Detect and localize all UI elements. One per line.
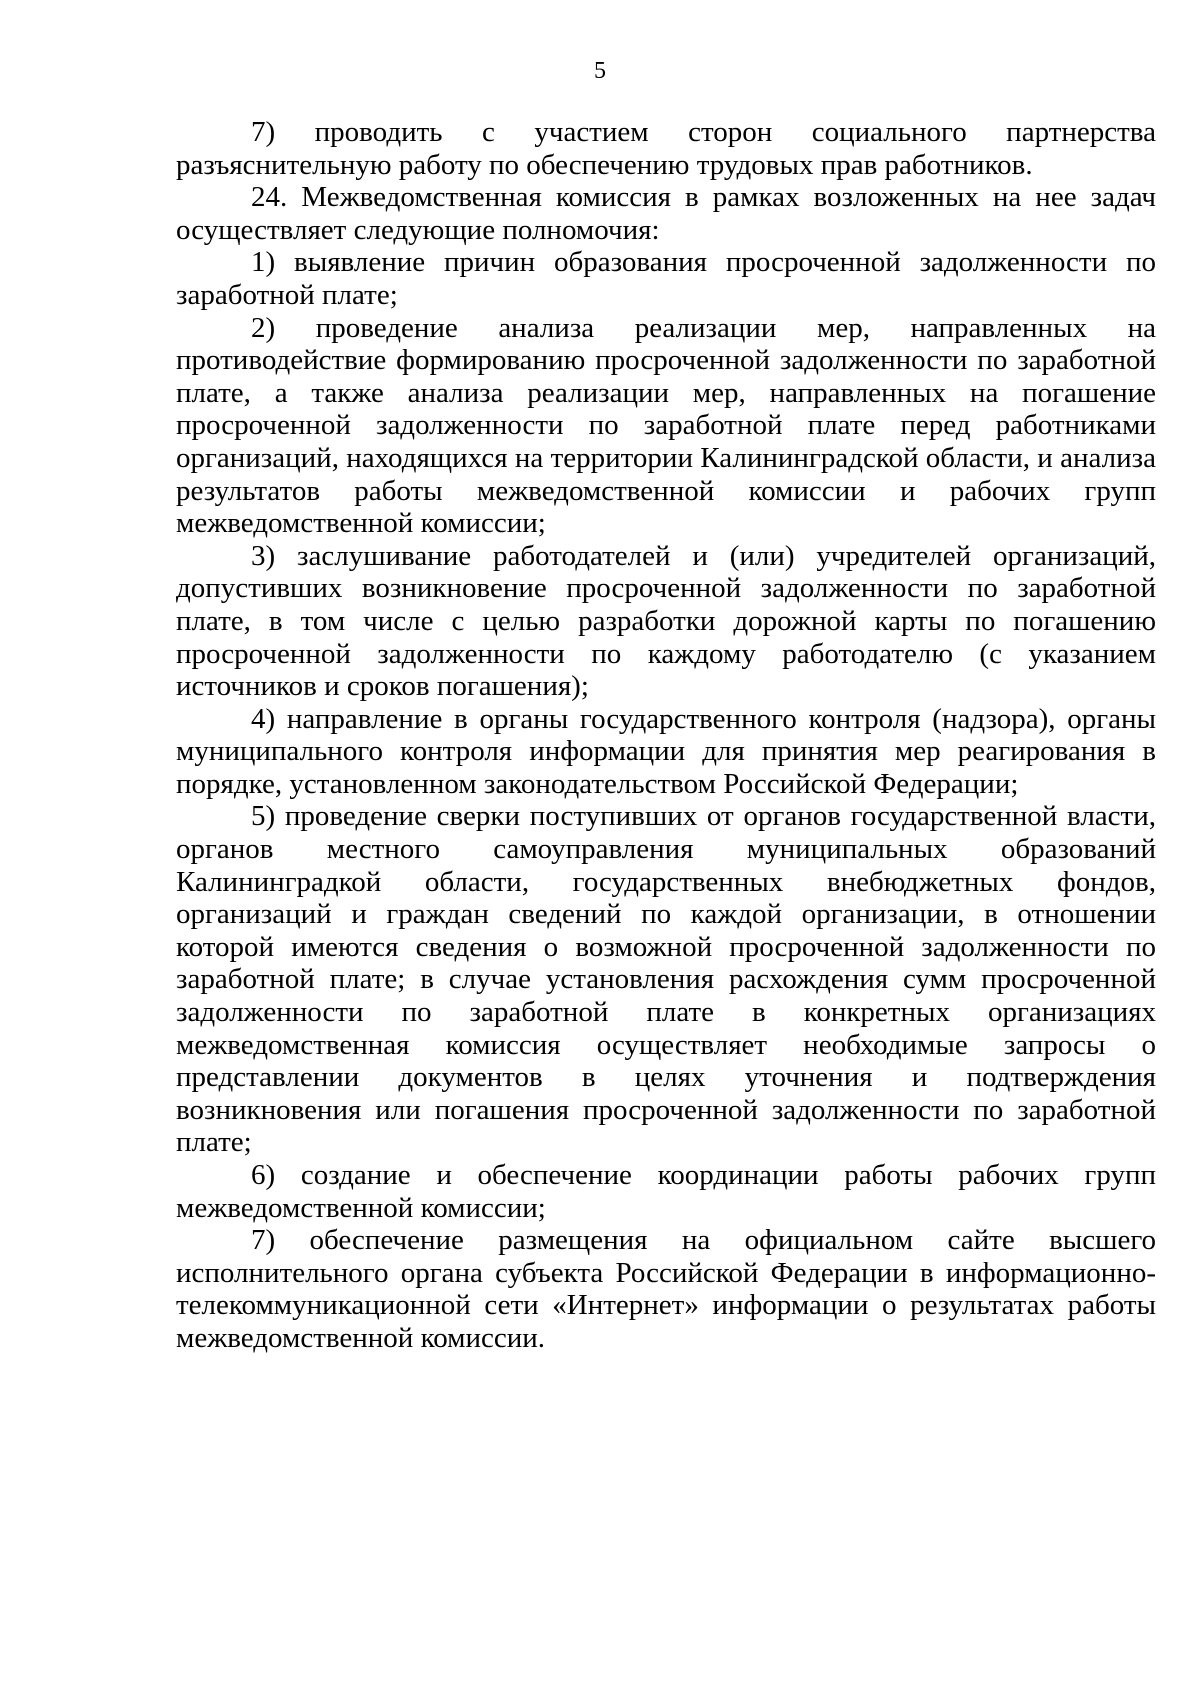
power-item-1: 1) выявление причин образования просроченной задолженности по заработной плате; <box>176 246 1156 311</box>
power-item-7: 7) обеспечение размещения на официальном сайте высшего исполнительного органа субъекта Российской Федерации в информационно-телекоммуникационной сети «Интернет» информации о результатах работы межведомственной комиссии. <box>176 1224 1156 1354</box>
power-item-4: 4) направление в органы государственного контроля (надзора), органы муниципального контроля информации для принятия мер реагирования в порядке, установленном законодательством Российской Федерации; <box>176 702 1156 800</box>
power-item-6: 6) создание и обеспечение координации работы рабочих групп межведомственной комиссии; <box>176 1159 1156 1224</box>
paragraph-24-commission-powers: 24. Межведомственная комиссия в рамках возложенных на нее задач осуществляет следующие полномочия: <box>176 181 1156 246</box>
paragraph-item-7-social-partnership: 7) проводить с участием сторон социального партнерства разъяснительную работу по обеспечению трудовых прав работников. <box>176 116 1156 181</box>
power-item-3: 3) заслушивание работодателей и (или) учредителей организаций, допустивших возникновение просроченной задолженности по заработной плате, в том числе с целью разработки дорожной карты по погашению просроченной задолженности по каждому работодателю (с указанием источников и сроков погашения); <box>176 539 1156 703</box>
power-item-5: 5) проведение сверки поступивших от органов государственной власти, органов местного самоуправления муниципальных образований Калининградкой области, государственных внебюджетных фондов, организаций и граждан сведений по каждой организации, в отношении которой имеются сведения о возможной просроченной задолженности по заработной плате; в случае установления расхождения сумм просроченной задолженности по заработной плате в конкретных организациях межведомственная комиссия осуществляет необходимые запросы о представлении документов в целях уточнения и подтверждения возникновения или погашения просроченной задолженности по заработной плате; <box>176 800 1156 1159</box>
page-number: 5 <box>594 58 606 84</box>
document-body <box>176 116 1156 1355</box>
power-item-2: 2) проведение анализа реализации мер, направленных на противодействие формированию просроченной задолженности по заработной плате, а также анализа реализации мер, направленных на погашение просроченной задолженности по заработной плате перед работниками организаций, находящихся на территории Калининградской области, и анализа результатов работы межведомственной комиссии и рабочих групп межведомственной комиссии; <box>176 311 1156 540</box>
